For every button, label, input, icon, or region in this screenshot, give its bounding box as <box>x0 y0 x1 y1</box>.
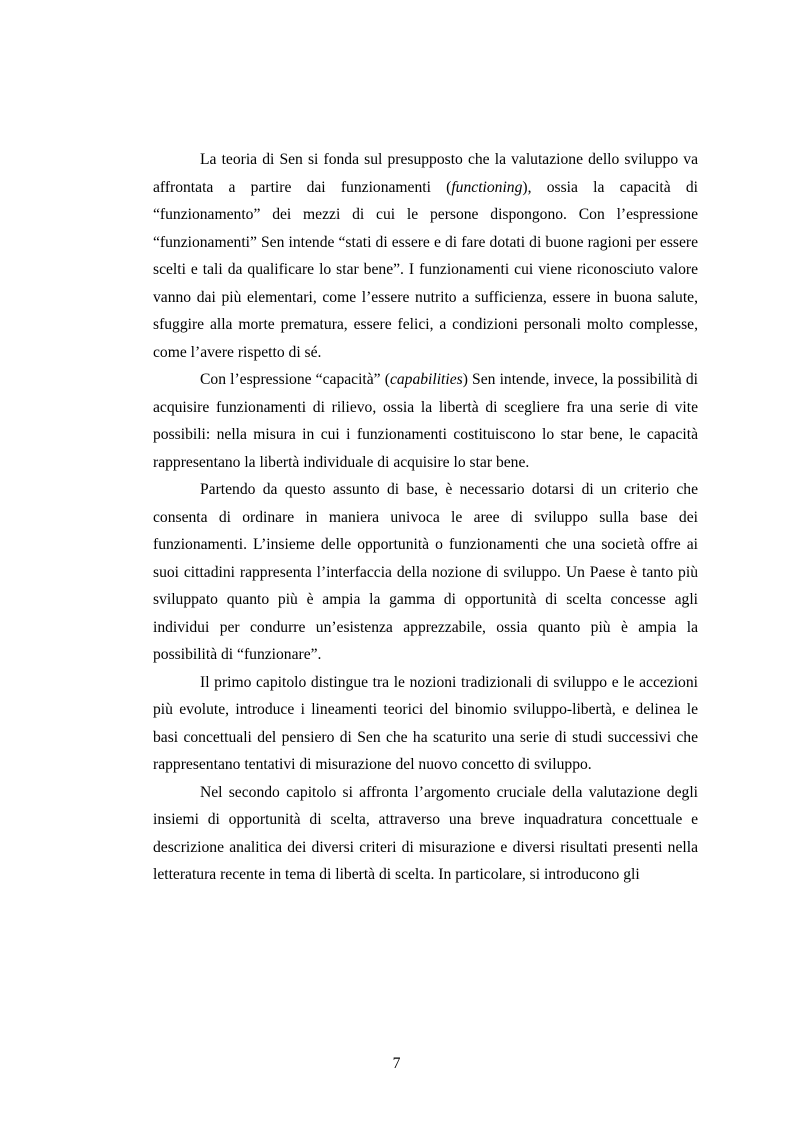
paragraph <box>153 669 698 779</box>
italic-term: functioning <box>451 178 523 196</box>
text-run: La teoria di Sen si fonda sul presupposto che la valutazione dello sviluppo va affrontata a partire dai funzionamenti ( <box>153 151 698 196</box>
paragraph <box>153 779 698 889</box>
body-text <box>153 146 698 889</box>
text-run: ), ossia la capacità di “funzionamento” dei mezzi di cui le persone dispongono. Con l’espressione “funzionamenti” Sen intende “stati di essere e di fare dotati di buone ragioni per essere scelti e tali da qualificare lo star bene”. I funzionamenti cui viene riconosciuto valore vanno dai più elementari, come l’essere nutrito a sufficienza, essere in buona salute, sfuggire alla morte prematura, essere felici, a condizioni personali molto complesse, come l’avere rispetto di sé. <box>153 178 698 361</box>
paragraph <box>153 366 698 476</box>
italic-term: capabilities <box>389 371 463 388</box>
paragraph <box>153 146 698 366</box>
page-number: 7 <box>392 1055 401 1072</box>
text-run: Il primo capitolo distingue tra le nozioni tradizionali di sviluppo e le accezioni più evolute, introduce i lineamenti teorici del binomio sviluppo-libertà, e delinea le basi concettuali del pensiero di Sen che ha scaturito una serie di studi successivi che rappresentano tentativi di misurazione del nuovo concetto di sviluppo. <box>153 673 698 773</box>
text-run: Con l’espressione “capacità” ( <box>200 371 390 388</box>
text-run: Partendo da questo assunto di base, è necessario dotarsi di un criterio che consenta di ordinare in maniera univoca le aree di sviluppo sulla base dei funzionamenti. L’insieme delle opportunità o funzionamenti che una società offre ai suoi cittadini rappresenta l’interfaccia della nozione di sviluppo. Un Paese è tanto più sviluppato quanto più è ampia la gamma di opportunità di scelta concesse agli individui per condurre un’esistenza apprezzabile, ossia quanto più è ampia la possibilità di “funzionare”. <box>153 481 698 663</box>
paragraph <box>153 476 698 669</box>
text-run: Nel secondo capitolo si affronta l’argomento cruciale della valutazione degli insiemi di opportunità di scelta, attraverso una breve inquadratura concettuale e descrizione analitica dei diversi criteri di misurazione e diversi risultati presenti nella letteratura recente in tema di libertà di scelta. In particolare, si introducono gli <box>153 783 698 883</box>
text-run: ) Sen intende, invece, la possibilità di acquisire funzionamenti di rilievo, ossia la libertà di scegliere fra una serie di vite possibili: nella misura in cui i funzionamenti costituiscono lo star bene, le capacità rappresentano la libertà individuale di acquisire lo star bene. <box>153 371 698 471</box>
